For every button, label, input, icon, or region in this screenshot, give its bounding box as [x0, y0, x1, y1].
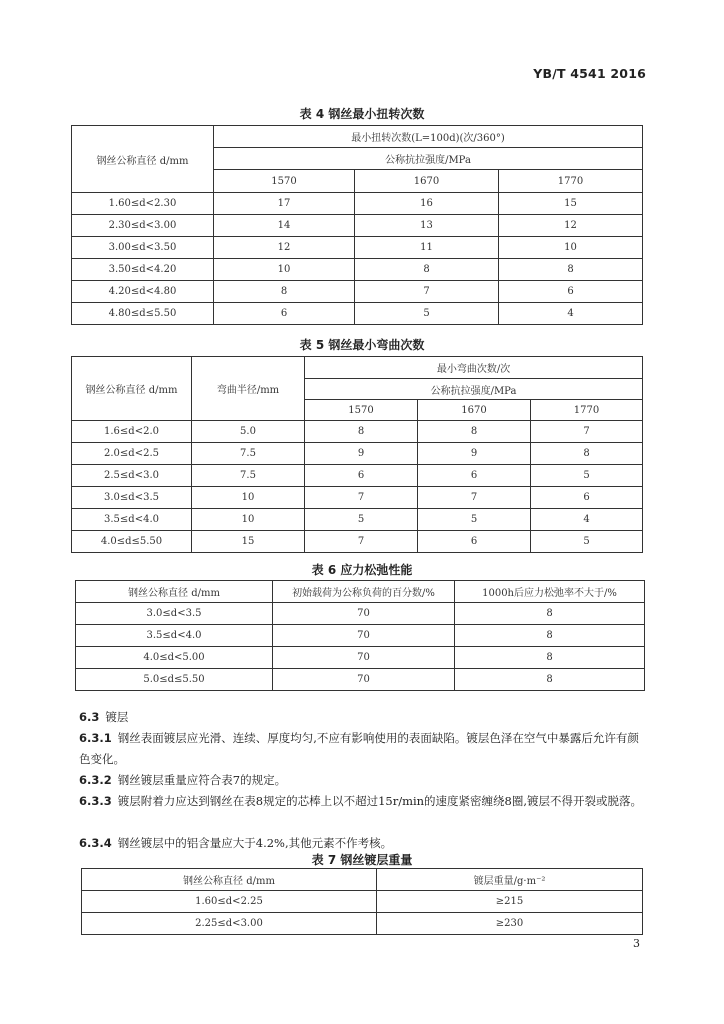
table7-header-diameter: 钢丝公称直径 d/mm [82, 869, 377, 891]
table5-cell: 7 [418, 487, 531, 509]
table4-strength: 1770 [499, 170, 643, 193]
table-row [72, 237, 643, 259]
table4-cell: 8 [355, 259, 499, 281]
table7 [81, 868, 643, 935]
table6-caption: 表 6 应力松弛性能 [311, 563, 413, 577]
table7-header-weight: 镀层重量/g·m⁻² [377, 869, 643, 891]
clause-text: 钢丝表面镀层应光滑、连续、厚度均匀,不应有影响使用的表面缺陷。镀层色泽在空气中暴露后允许有颜色变化。 [79, 731, 639, 766]
table-row [76, 603, 645, 625]
table4-cell: 5 [355, 303, 499, 325]
table7-caption: 表 7 钢丝镀层重量 [311, 853, 413, 867]
table5-cell: 8 [418, 421, 531, 443]
table-row [72, 443, 643, 465]
table4-cell: 13 [355, 215, 499, 237]
table4-header-group: 最小扭转次数(L=100d)(次/360°) [214, 126, 643, 148]
clause-text: 钢丝镀层重量应符合表7的规定。 [117, 773, 287, 787]
table7-cell: ≥230 [377, 913, 643, 935]
table5-cell: 6 [531, 487, 643, 509]
table6-cell: 8 [455, 603, 645, 625]
table4-cell: 3.50≤d<4.20 [72, 259, 214, 281]
table7-cell: ≥215 [377, 891, 643, 913]
table-row [72, 487, 643, 509]
table-row [72, 281, 643, 303]
table4-cell: 4.80≤d≤5.50 [72, 303, 214, 325]
table5-cell: 15 [192, 531, 305, 553]
table6-header-load: 初始载荷为公称负荷的百分数/% [273, 581, 455, 603]
section-title-text: 镀层 [105, 710, 129, 724]
table4-strength: 1670 [355, 170, 499, 193]
table5-cell: 2.5≤d<3.0 [72, 465, 192, 487]
table4-cell: 7 [355, 281, 499, 303]
clause-number: 6.3.3 [79, 794, 112, 808]
table5-strength: 1770 [531, 400, 643, 421]
table5-cell: 10 [192, 487, 305, 509]
table5-cell: 8 [531, 443, 643, 465]
table7-cell: 2.25≤d<3.00 [82, 913, 377, 935]
table5-cell: 10 [192, 509, 305, 531]
table6-cell: 3.0≤d<3.5 [76, 603, 273, 625]
table4-header-subgroup: 公称抗拉强度/MPa [214, 148, 643, 170]
table5-cell: 7.5 [192, 443, 305, 465]
standard-header: YB/T 4541 2016 [533, 66, 646, 81]
table4-cell: 12 [214, 237, 355, 259]
table5-cell: 7 [305, 531, 418, 553]
table4-cell: 1.60≤d<2.30 [72, 193, 214, 215]
table5-cell: 6 [305, 465, 418, 487]
table6-header-relaxation: 1000h后应力松弛率不大于/% [455, 581, 645, 603]
table5-cell: 1.6≤d<2.0 [72, 421, 192, 443]
table-row [76, 625, 645, 647]
paragraph-6-3-3 [79, 791, 649, 812]
table4-cell: 4.20≤d<4.80 [72, 281, 214, 303]
clause-number: 6.3.2 [79, 773, 112, 787]
table5-cell: 5 [531, 465, 643, 487]
table4-cell: 15 [499, 193, 643, 215]
table-row [72, 465, 643, 487]
table4-cell: 10 [499, 237, 643, 259]
table4-cell: 2.30≤d<3.00 [72, 215, 214, 237]
table5-cell: 6 [418, 531, 531, 553]
table6-cell: 8 [455, 647, 645, 669]
clause-number: 6.3.4 [79, 836, 112, 850]
table4-cell: 8 [214, 281, 355, 303]
table6-cell: 70 [273, 669, 455, 691]
table-row [72, 531, 643, 553]
table5-cell: 5.0 [192, 421, 305, 443]
table6-cell: 4.0≤d<5.00 [76, 647, 273, 669]
table4-cell: 11 [355, 237, 499, 259]
table5-header-radius: 弯曲半径/mm [192, 357, 305, 421]
table4-cell: 6 [214, 303, 355, 325]
table5-cell: 4.0≤d≤5.50 [72, 531, 192, 553]
table5-cell: 7.5 [192, 465, 305, 487]
table6-cell: 70 [273, 625, 455, 647]
table4-cell: 8 [499, 259, 643, 281]
table5-cell: 7 [305, 487, 418, 509]
table6-cell: 8 [455, 669, 645, 691]
table5-cell: 9 [418, 443, 531, 465]
table6-cell: 70 [273, 647, 455, 669]
table5-strength: 1570 [305, 400, 418, 421]
table4-cell: 14 [214, 215, 355, 237]
table5 [71, 356, 643, 553]
table5-cell: 6 [418, 465, 531, 487]
table6 [75, 580, 645, 691]
table-row [76, 669, 645, 691]
table4-header-diameter: 钢丝公称直径 d/mm [72, 126, 214, 193]
table4-cell: 4 [499, 303, 643, 325]
table7-cell: 1.60≤d<2.25 [82, 891, 377, 913]
table4-strength: 1570 [214, 170, 355, 193]
table-row [72, 421, 643, 443]
paragraph-6-3-1 [79, 728, 649, 770]
page-number: 3 [633, 937, 640, 950]
table-row [76, 647, 645, 669]
clause-text: 钢丝镀层中的铝含量应大于4.2%,其他元素不作考核。 [117, 836, 393, 850]
section-number: 6.3 [79, 710, 100, 724]
table-row [72, 215, 643, 237]
table6-cell: 70 [273, 603, 455, 625]
table-row [72, 193, 643, 215]
clause-text: 镀层附着力应达到钢丝在表8规定的芯棒上以不超过15r/min的速度紧密缠绕8圈,镀层不得开裂或脱落。 [117, 794, 643, 808]
table6-cell: 3.5≤d<4.0 [76, 625, 273, 647]
table4-cell: 6 [499, 281, 643, 303]
table5-cell: 5 [305, 509, 418, 531]
table-row [82, 913, 643, 935]
table5-caption: 表 5 钢丝最小弯曲次数 [299, 338, 425, 352]
table5-cell: 3.5≤d<4.0 [72, 509, 192, 531]
table-row [72, 303, 643, 325]
table5-header-diameter: 钢丝公称直径 d/mm [72, 357, 192, 421]
table4-cell: 16 [355, 193, 499, 215]
table5-cell: 9 [305, 443, 418, 465]
table4-cell: 3.00≤d<3.50 [72, 237, 214, 259]
table5-cell: 2.0≤d<2.5 [72, 443, 192, 465]
table5-cell: 5 [418, 509, 531, 531]
table6-cell: 5.0≤d≤5.50 [76, 669, 273, 691]
table5-cell: 8 [305, 421, 418, 443]
table5-strength: 1670 [418, 400, 531, 421]
table5-cell: 4 [531, 509, 643, 531]
table6-header-diameter: 钢丝公称直径 d/mm [76, 581, 273, 603]
table5-header-group: 最小弯曲次数/次 [305, 357, 643, 379]
paragraph-6-3-2 [79, 770, 649, 791]
table4-caption: 表 4 钢丝最小扭转次数 [299, 107, 425, 121]
table-row [72, 509, 643, 531]
table-row [72, 259, 643, 281]
table5-cell: 3.0≤d<3.5 [72, 487, 192, 509]
table5-header-subgroup: 公称抗拉强度/MPa [305, 379, 643, 400]
table4 [71, 125, 643, 325]
table4-cell: 12 [499, 215, 643, 237]
table-row [82, 891, 643, 913]
table4-cell: 10 [214, 259, 355, 281]
table4-cell: 17 [214, 193, 355, 215]
section-title [79, 707, 649, 728]
table5-cell: 5 [531, 531, 643, 553]
table5-cell: 7 [531, 421, 643, 443]
table6-cell: 8 [455, 625, 645, 647]
clause-number: 6.3.1 [79, 731, 112, 745]
